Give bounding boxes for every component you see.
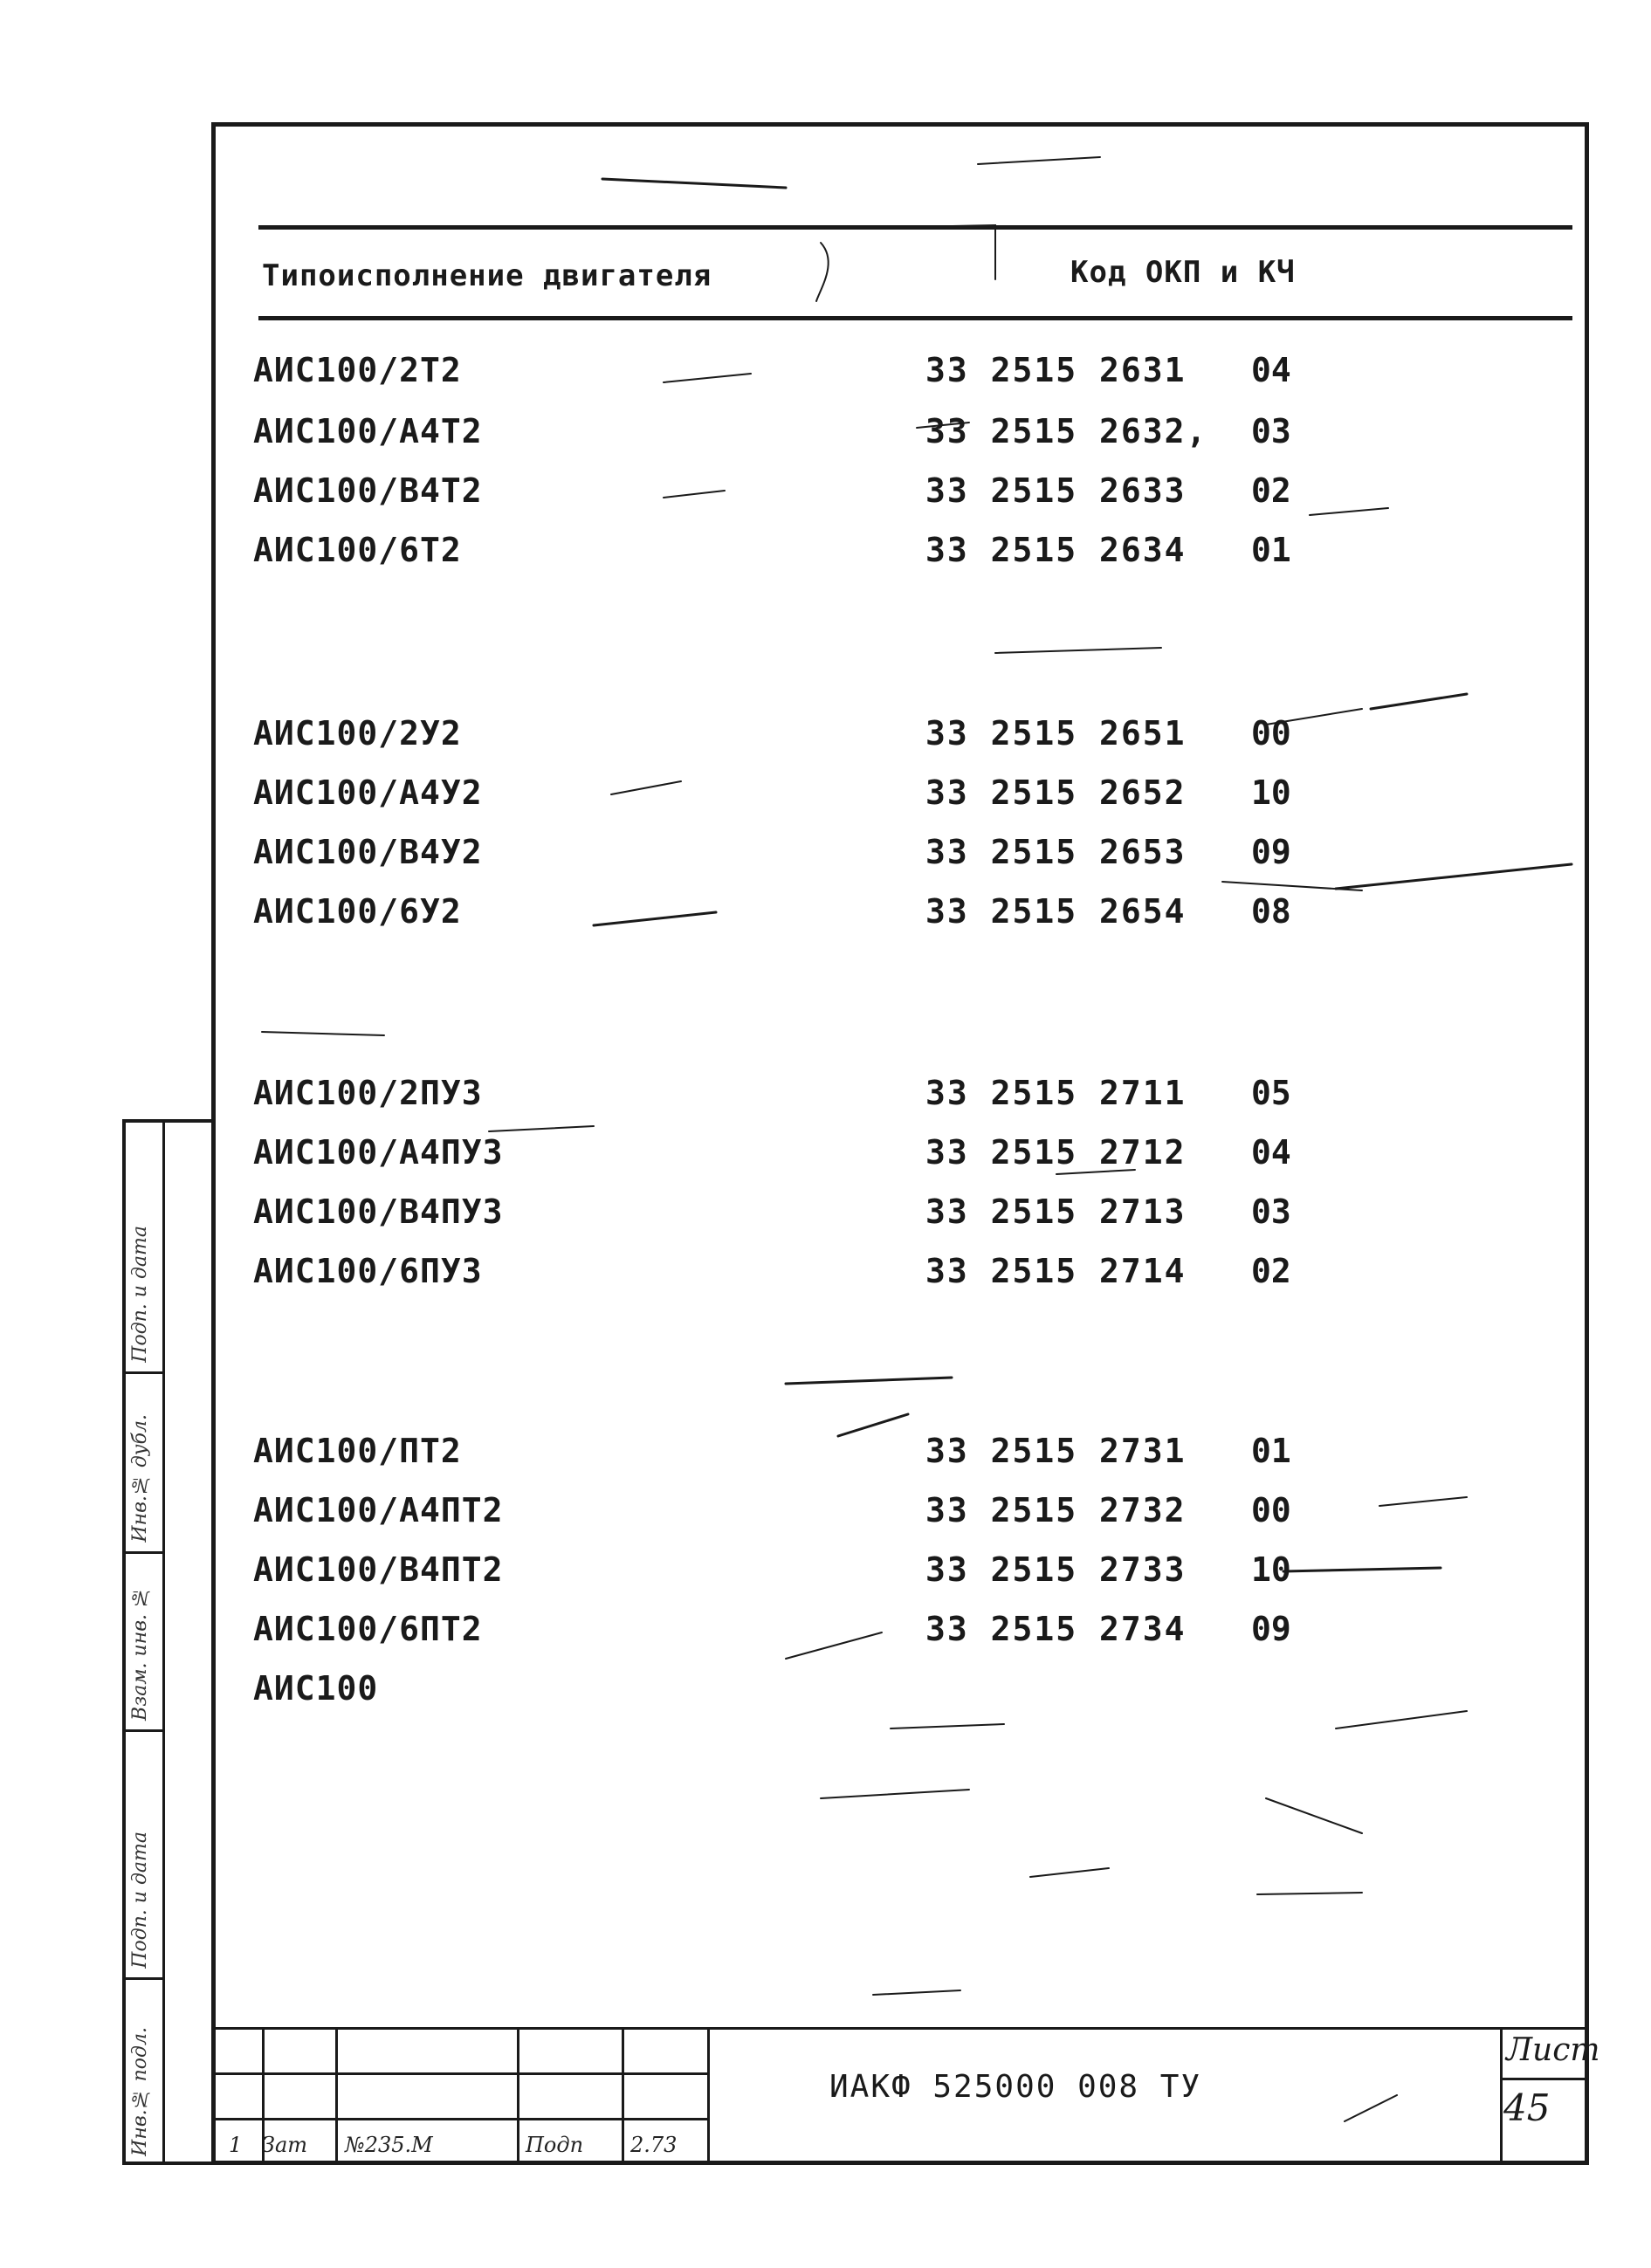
table-row: [253, 1192, 1345, 1245]
kch-cell: 00: [1251, 1491, 1291, 1529]
kch-cell: 09: [1251, 833, 1291, 871]
kch-cell: 01: [1251, 531, 1291, 569]
table-row: [253, 412, 1345, 464]
okp-code-cell: 33 2515 2714: [925, 1252, 1187, 1290]
table-row: [253, 1550, 1345, 1603]
table-row: [253, 1669, 1345, 1722]
kch-cell: 00: [1251, 714, 1291, 753]
kch-cell: 04: [1251, 351, 1291, 389]
strip-stamp: Инв.№ подл.: [129, 2027, 151, 2156]
strip-stamp: Подп. и дата: [129, 1226, 151, 1363]
kch-cell: 08: [1251, 892, 1291, 931]
strip-divider: [162, 1123, 165, 2161]
model-cell: АИС100/ПТ2: [253, 1432, 462, 1470]
model-cell: АИС100: [253, 1669, 379, 1708]
title-block-row-rule: [211, 2072, 709, 2075]
table-row: [253, 1432, 1345, 1484]
model-cell: АИС100/6ПТ2: [253, 1610, 483, 1648]
revision-date: 2.73: [630, 2133, 678, 2157]
model-cell: АИС100/В4У2: [253, 833, 483, 871]
model-cell: АИС100/А4У2: [253, 773, 483, 812]
okp-code-cell: 33 2515 2712: [925, 1133, 1187, 1172]
table-row: [253, 773, 1345, 826]
okp-code-cell: 33 2515 2632,: [925, 412, 1208, 450]
okp-code-cell: 33 2515 2634: [925, 531, 1187, 569]
table-row: [253, 351, 1345, 403]
table-row: [253, 1252, 1345, 1304]
okp-code-cell: 33 2515 2652: [925, 773, 1187, 812]
document-number: ИАКФ 525000 008 ТУ: [829, 2069, 1202, 2105]
table-row: [253, 833, 1345, 885]
model-cell: АИС100/6ПУ3: [253, 1252, 483, 1290]
model-cell: АИС100/А4Т2: [253, 412, 483, 450]
binding-strip: [122, 1119, 211, 2165]
okp-code-cell: 33 2515 2651: [925, 714, 1187, 753]
model-cell: АИС100/2ПУ3: [253, 1074, 483, 1112]
kch-cell: 01: [1251, 1432, 1291, 1470]
table-row: [253, 1074, 1345, 1126]
okp-code-cell: 33 2515 2731: [925, 1432, 1187, 1470]
table-row: [253, 531, 1345, 583]
okp-code-cell: 33 2515 2653: [925, 833, 1187, 871]
title-block-col-rule: [707, 2027, 710, 2165]
revision-document-number: №235.М: [345, 2133, 433, 2157]
table-row: [253, 1491, 1345, 1543]
strip-stamp: Взам. инв. №: [129, 1586, 151, 1721]
column-header-model: Типоисполнение двигателя: [262, 258, 712, 293]
sheet-number: 45: [1503, 2086, 1551, 2129]
okp-code-cell: 33 2515 2654: [925, 892, 1187, 931]
strip-cell: [126, 1374, 162, 1554]
model-cell: АИС100/В4Т2: [253, 471, 483, 510]
kch-cell: 03: [1251, 1192, 1291, 1231]
header-top-rule: [258, 225, 1572, 230]
strip-stamp: Инв.№ дубл.: [129, 1414, 151, 1543]
revision-sheet: Зат: [262, 2133, 308, 2157]
column-header-code: Код ОКП и КЧ: [1070, 255, 1296, 290]
kch-cell: 03: [1251, 412, 1291, 450]
title-block-col-rule: [335, 2027, 338, 2165]
strip-cell: [126, 1732, 162, 1980]
strip-cell: [126, 1980, 162, 2165]
okp-code-cell: 33 2515 2631: [925, 351, 1187, 389]
title-block-row-rule: [211, 2118, 709, 2120]
okp-code-cell: 33 2515 2633: [925, 471, 1187, 510]
kch-cell: 02: [1251, 471, 1291, 510]
sheet-label: Лист: [1506, 2032, 1600, 2068]
title-block-top-rule: [211, 2027, 1589, 2030]
model-cell: АИС100/6Т2: [253, 531, 462, 569]
header-bottom-rule: [258, 316, 1572, 320]
model-cell: АИС100/2У2: [253, 714, 462, 753]
okp-code-cell: 33 2515 2733: [925, 1550, 1187, 1589]
strip-cell: [126, 1554, 162, 1732]
table-row: [253, 892, 1345, 945]
model-cell: АИС100/2Т2: [253, 351, 462, 389]
sheet-box-rule: [1500, 2078, 1589, 2080]
table-row: [253, 1133, 1345, 1186]
model-cell: АИС100/В4ПУ3: [253, 1192, 504, 1231]
title-block-col-rule: [1500, 2027, 1503, 2165]
kch-cell: 04: [1251, 1133, 1291, 1172]
table-row: [253, 471, 1345, 524]
table-row: [253, 714, 1345, 766]
model-cell: АИС100/А4ПТ2: [253, 1491, 504, 1529]
kch-cell: 02: [1251, 1252, 1291, 1290]
kch-cell: 05: [1251, 1074, 1291, 1112]
model-cell: АИС100/А4ПУ3: [253, 1133, 504, 1172]
revision-change: 1: [229, 2133, 243, 2157]
model-cell: АИС100/6У2: [253, 892, 462, 931]
revision-signature: Подп: [526, 2133, 584, 2157]
okp-code-cell: 33 2515 2711: [925, 1074, 1187, 1112]
title-block-col-rule: [622, 2027, 624, 2165]
strip-cell: [126, 1123, 162, 1374]
okp-code-cell: 33 2515 2732: [925, 1491, 1187, 1529]
kch-cell: 09: [1251, 1610, 1291, 1648]
okp-code-cell: 33 2515 2734: [925, 1610, 1187, 1648]
okp-code-cell: 33 2515 2713: [925, 1192, 1187, 1231]
model-cell: АИС100/В4ПТ2: [253, 1550, 504, 1589]
table-row: [253, 1610, 1345, 1662]
kch-cell: 10: [1251, 773, 1291, 812]
strip-stamp: Подп. и дата: [129, 1832, 151, 1969]
kch-cell: 10: [1251, 1550, 1291, 1589]
title-block-col-rule: [517, 2027, 519, 2165]
